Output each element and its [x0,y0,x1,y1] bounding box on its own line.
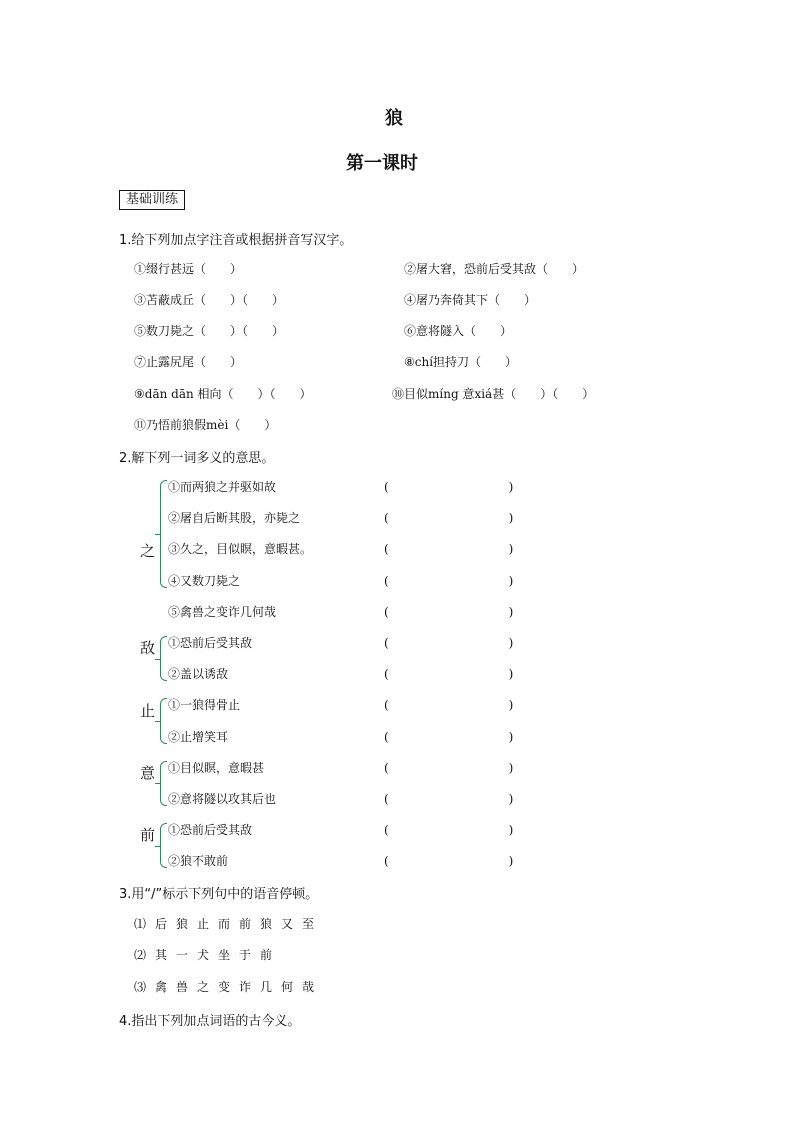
q2-group-char: 前 [140,826,156,844]
q2-brace-tip [155,783,160,784]
q1-item-right: ④屠乃奔倚其下（ ） [404,293,537,307]
q1-item-right: ⑥意将隧入（ ） [404,324,513,338]
q2-brace [160,761,167,806]
q2-item: ③久之，目似瞑，意暇甚。 [168,542,313,557]
q1-item-left: ⑨dān dān 相向（ ）（ ） [134,387,312,401]
q2-item: ①一狼得骨止 [168,698,241,713]
q1-heading: 1.给下列加点字注音或根据拼音写汉字。 [119,233,353,248]
q2-item: ②止增笑耳 [168,729,229,744]
q2-brace [160,823,167,868]
q2-answer-paren: ( ) [384,480,514,494]
q2-item: ②屠自后断其股，亦毙之 [168,511,301,526]
q2-brace [160,480,167,588]
q1-item-left: ①缀行甚远（ ） [134,262,243,276]
q1-item-right: ⑧chí担持刀（ ） [404,355,518,369]
q2-answer-paren: ( ) [384,698,514,713]
q3-item: ⑶禽兽之变诈几何哉 [134,980,324,994]
q1-item-right: ②屠大窘，恐前后受其敌（ ） [404,262,585,276]
q2-brace-tip [155,659,160,660]
q1-item-left: ③苫蔽成丘（ ）（ ） [134,293,285,307]
q2-answer-paren: ( ) [384,760,514,775]
q2-group-char: 止 [140,702,156,720]
q2-brace-tip [155,534,160,535]
q2-item: ④又数刀毙之 [168,573,241,588]
q2-group-char: 意 [140,764,156,782]
section-label: 基础训练 [119,190,185,210]
q2-group-char: 之 [140,542,156,560]
q4-heading: 4.指出下列加点词语的古今义。 [119,1014,301,1029]
q2-item: ①而两狼之并驱如故 [168,480,277,494]
q2-item: ①目似瞑，意暇甚 [168,760,265,775]
q1-item-left: ⑦止露尻尾（ ） [134,355,243,369]
q2-item: ①恐前后受其敌 [168,636,253,650]
q2-answer-paren: ( ) [384,667,514,682]
q2-brace [160,698,167,743]
q2-item: ①恐前后受其敌 [168,823,253,838]
q1-item-left: ⑪乃悟前狼假mèi（ ） [134,418,277,432]
q2-answer-paren: ( ) [384,573,514,588]
q3-item: ⑵其一犬坐于前 [134,948,282,962]
q2-answer-paren: ( ) [384,823,514,838]
q2-answer-paren: ( ) [384,511,514,526]
q3-item: ⑴后狼止而前狼又至 [134,917,324,931]
q2-item: ②意将隧以攻其后也 [168,792,277,806]
q2-brace-tip [155,721,160,722]
q1-item-left: ⑤数刀毙之（ ）（ ） [134,324,285,338]
page-subtitle: 第一课时 [346,153,418,174]
q2-heading: 2.解下列一词多义的意思。 [119,451,275,466]
q2-item: ⑤禽兽之变诈几何哉 [168,604,277,619]
q2-answer-paren: ( ) [384,792,514,806]
q2-answer-paren: ( ) [384,604,514,619]
q3-heading: 3.用“/”标示下列句中的语音停顿。 [119,887,319,902]
q2-group-char: 敌 [140,639,156,657]
q2-item: ②盖以诱敌 [168,667,229,682]
q2-answer-paren: ( ) [384,636,514,650]
q1-item-right: ⑩目似míng 意xiá甚（ ）（ ） [392,387,595,401]
q2-brace [160,636,167,681]
q2-item: ②狼不敢前 [168,854,229,869]
page-title: 狼 [385,108,403,129]
q2-answer-paren: ( ) [384,542,514,557]
q2-answer-paren: ( ) [384,729,514,744]
q2-brace-tip [155,846,160,847]
q2-answer-paren: ( ) [384,854,514,869]
